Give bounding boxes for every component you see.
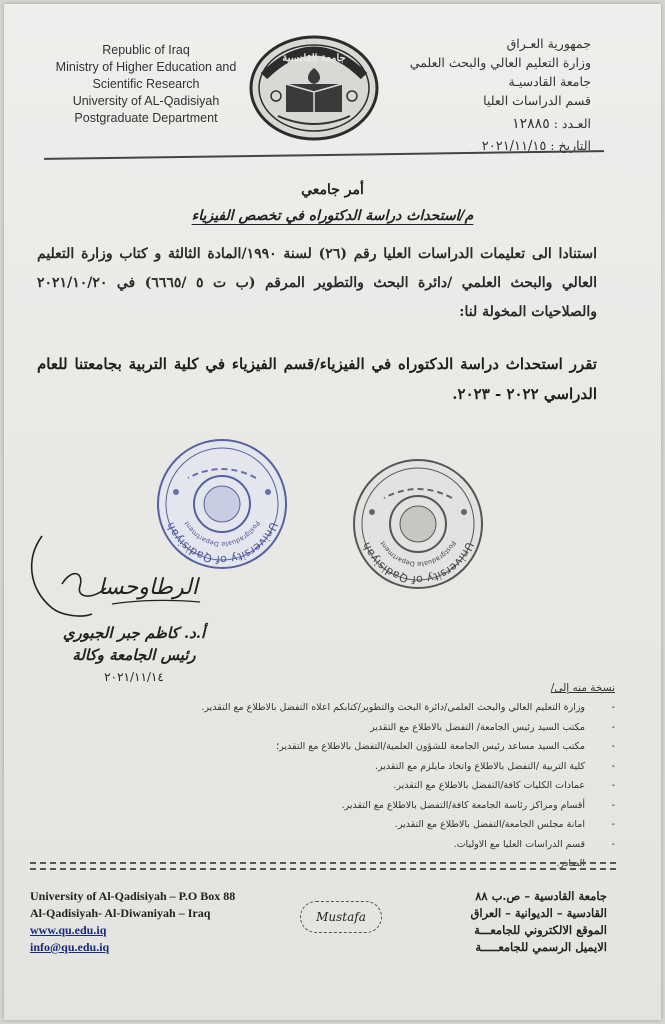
copies-to-list — [95, 682, 615, 874]
reference-label: العـدد : — [553, 116, 591, 131]
svg-text:الرطاوحسا: الرطاوحسا — [98, 575, 198, 600]
footer-address-line: الموقع الالكتروني للجامعـــة — [474, 923, 607, 937]
letterhead-line: Ministry of Higher Education and — [55, 60, 237, 74]
footer-address-line: القادسية – الديوانية – العراق — [470, 906, 607, 920]
signatory-name: أ.د. كاظم جبر الجبوري — [62, 624, 206, 642]
stamp-text: University of Qadisiyah — [359, 540, 477, 587]
list-item: - مكتب السيد رئيس الجامعة/ التفضل بالاطلاع مع التقدير — [95, 718, 615, 738]
footer-address-line: University of Al-Qadisiyah – P.O Box 88 — [30, 889, 236, 903]
svg-text:Postgraduate Department: Postgraduate Department — [378, 539, 458, 569]
arabic-letterhead — [371, 34, 591, 156]
email-link[interactable]: info@qu.edu.iq — [30, 940, 110, 954]
order-title: أمر جامعي — [301, 182, 364, 198]
reference-number — [371, 114, 591, 134]
letterhead-line: Republic of Iraq — [102, 43, 190, 57]
list-item: - أقسام ومراكز رئاسة الجامعة كافة/التفضل بالاطلاع مع التقدير. — [95, 796, 615, 816]
footer-arabic — [407, 888, 607, 956]
letterhead-line: Scientific Research — [92, 77, 200, 91]
list-item: - امانة مجلس الجامعة/التفضل بالاطلاع مع التقدير. — [95, 815, 615, 835]
letterhead-line: University of AL-Qadisiyah — [72, 94, 220, 108]
list-item: - مكتب السيد مساعد رئيس الجامعة للشؤون العلمية/التفضل بالاطلاع مع التقدير؛ — [95, 737, 615, 757]
list-item: - عمادات الكليات كافة/التفضل بالاطلاع مع التقدير. — [95, 776, 615, 796]
footer-address-line: جامعة القادسية – ص.ب ٨٨ — [475, 889, 607, 903]
university-logo — [248, 34, 380, 146]
footer-english — [30, 888, 290, 956]
website-link[interactable]: www.qu.edu.iq — [30, 923, 107, 937]
letterhead-line: Postgraduate Department — [74, 111, 218, 125]
footer-address-line: الايميل الرسمي للجامعـــــة — [475, 940, 607, 954]
copies-heading: نسخة منه إلى/ — [550, 682, 615, 694]
letterhead-line: قسم الدراسات العليا — [483, 93, 591, 108]
logo-text: جامعة القادسية — [282, 53, 346, 64]
letterhead-line: جامعة القادسيـة — [508, 74, 591, 89]
order-subject: م/استحداث دراسة الدكتوراه في تخصص الفيزياء — [191, 208, 474, 224]
footer-address-line: Al-Qadisiyah- Al-Diwaniyah – Iraq — [30, 906, 211, 920]
footer-divider — [30, 868, 616, 870]
list-item: - وزارة التعليم العالي والبحث العلمي/دائرة البحث والتطوير/كتابكم اعلاه التفضل بالاطلاع مع التقدير. — [95, 698, 615, 718]
letterhead-line: وزارة التعليم العالي والبحث العلمي — [409, 55, 591, 70]
date-label: التاريخ : — [550, 138, 591, 153]
list-item: - الصادر. — [95, 854, 615, 874]
signatory-title: رئيس الجامعة وكالة — [72, 646, 196, 664]
list-item: - كلية التربية /التفضل بالاطلاع واتخاذ مايلزم مع التقدير. — [95, 757, 615, 777]
footer-divider — [30, 862, 616, 864]
signatory-block — [34, 624, 234, 684]
typist-initials: Mustafa — [300, 901, 382, 933]
signature-date: ٢٠٢١/١١/١٤ — [104, 670, 164, 684]
letterhead-line: جمهورية العـراق — [506, 36, 591, 51]
reference-value: ١٢٨٨٥ — [512, 116, 550, 132]
english-letterhead — [46, 42, 246, 127]
date-value: ٢٠٢١/١١/١٥ — [481, 139, 547, 154]
order-decision: تقرر استحداث دراسة الدكتوراه في الفيزياء/قسم الفيزياء في كلية التربية بجامعتنا للعام الدراسي ٢٠٢٢ - ٢٠٢٣. — [37, 355, 597, 403]
stamp-text: University of Qadisiyah — [163, 520, 281, 567]
svg-text:Postgraduate Department: Postgraduate Department — [182, 519, 262, 549]
order-body: استنادا الى تعليمات الدراسات العليا رقم (٢٦) لسنة ١٩٩٠/المادة الثالثة و كتاب وزارة التعليم العالي والبحث العلمي /دائرة البحث والتطوير المرقم (ب ت ٥ /٦٦٦٥) في ٢٠٢١/١٠/٢٠ والصلاحيات المخولة لنا: — [37, 246, 598, 320]
document-page — [4, 4, 661, 1020]
handwritten-signature — [22, 528, 212, 632]
list-item: - قسم الدراسات العليا مع الاوليات. — [95, 835, 615, 855]
official-stamp — [350, 456, 486, 596]
